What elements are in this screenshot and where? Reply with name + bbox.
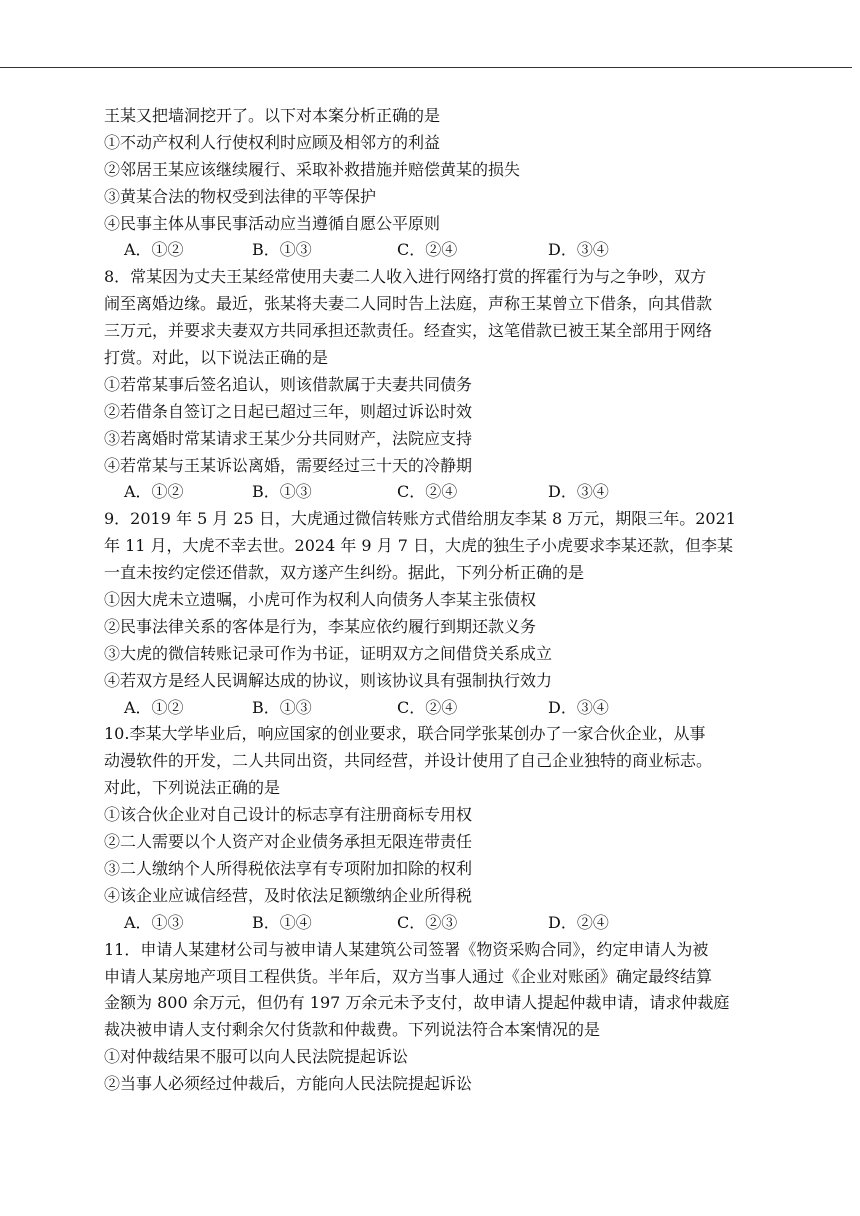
statement-2: ②二人需要以个人资产对企业债务承担无限连带责任: [104, 832, 473, 852]
statement-2: ②当事人必须经过仲裁后，方能向人民法院提起诉讼: [104, 1074, 473, 1094]
statement-1: ①不动产权利人行使权利时应顾及相邻方的利益: [104, 132, 441, 152]
option-d: D．②④: [548, 912, 609, 932]
option-b: B．①③: [252, 697, 312, 717]
option-d: D．③④: [548, 697, 609, 717]
answer-options: [104, 237, 824, 264]
question-stem-line: 11．申请人某建材公司与被申请人某建筑公司签署《物资采购合同》，约定申请人为被: [104, 939, 709, 959]
statement-2: ②邻居王某应该继续履行、采取补救措施并赔偿黄某的损失: [104, 159, 521, 179]
statement-4: ④若双方是经人民调解达成的协议，则该协议具有强制执行效力: [104, 670, 553, 690]
question-9: [104, 506, 824, 721]
option-c: C．②④: [397, 240, 458, 260]
option-a: A．①②: [124, 697, 184, 717]
statement-1: ①若常某事后签名追认，则该借款属于夫妻共同债务: [104, 374, 473, 394]
question-stem-line: 打赏。对此，以下说法正确的是: [104, 348, 329, 368]
option-d: D．③④: [548, 482, 609, 502]
statement-1: ①因大虎未立遗嘱，小虎可作为权利人向债务人李某主张债权: [104, 590, 537, 610]
answer-options: [104, 695, 824, 722]
statement-1: ①对仲裁结果不服可以向人民法院提起诉讼: [104, 1047, 409, 1067]
question-10: [104, 721, 824, 936]
statement-4: ④民事主体从事民事活动应当遵循自愿公平原则: [104, 213, 441, 233]
option-c: C．②④: [397, 482, 458, 502]
option-c: C．②④: [397, 697, 458, 717]
statement-1: ①该合伙企业对自己设计的标志享有注册商标专用权: [104, 805, 473, 825]
answer-options: [104, 479, 824, 506]
question-stem-line: 金额为 800 余万元，但仍有 197 万余元未予支付，故申请人提起仲裁申请，请求仲裁庭: [104, 993, 730, 1013]
option-a: A．①②: [124, 482, 184, 502]
header-rule: [0, 67, 852, 68]
statement-3: ③黄某合法的物权受到法律的平等保护: [104, 186, 377, 206]
statement-3: ③若离婚时常某请求王某少分共同财产，法院应支持: [104, 428, 473, 448]
statement-4: ④该企业应诚信经营，及时依法足额缴纳企业所得税: [104, 885, 473, 905]
option-a: A．①③: [124, 912, 184, 932]
question-stem-line: 裁决被申请人支付剩余欠付货款和仲裁费。下列说法符合本案情况的是: [104, 1020, 601, 1040]
question-7: [104, 103, 824, 264]
exam-page-content: [104, 103, 824, 1098]
question-stem-line: 闹至离婚边缘。最近，张某将夫妻二人同时告上法庭，声称王某曾立下借条，向其借款: [104, 294, 713, 314]
question-stem-line: 动漫软件的开发，二人共同出资，共同经营，并设计使用了自己企业独特的商业标志。: [104, 751, 713, 771]
question-stem-line: 王某又把墙洞挖开了。以下对本案分析正确的是: [104, 106, 441, 125]
answer-options: [104, 910, 824, 937]
option-b: B．①③: [252, 240, 312, 260]
statement-3: ③大虎的微信转账记录可作为书证，证明双方之间借贷关系成立: [104, 643, 553, 663]
option-d: D．③④: [548, 240, 609, 260]
option-c: C．②③: [397, 912, 458, 932]
statement-3: ③二人缴纳个人所得税依法享有专项附加扣除的权利: [104, 858, 473, 878]
statement-2: ②若借条自签订之日起已超过三年，则超过诉讼时效: [104, 401, 473, 421]
question-stem-line: 对此，下列说法正确的是: [104, 778, 281, 798]
question-stem-line: 三万元，并要求夫妻双方共同承担还款责任。经查实，这笔借款已被王某全部用于网络: [104, 321, 713, 341]
question-stem-line: 年 11 月，大虎不幸去世。2024 年 9 月 7 日，大虎的独生子小虎要求李某还款，但李某: [104, 536, 734, 556]
option-a: A．①②: [124, 240, 184, 260]
question-11: [104, 937, 824, 1098]
option-b: B．①④: [252, 912, 312, 932]
option-b: B．①③: [252, 482, 312, 502]
question-stem-line: 10.李某大学毕业后，响应国家的创业要求，联合同学张某创办了一家合伙企业，从事: [104, 724, 706, 744]
question-8: [104, 264, 824, 506]
statement-4: ④若常某与王某诉讼离婚，需要经过三十天的冷静期: [104, 455, 473, 475]
question-stem-line: 8．常某因为丈夫王某经常使用夫妻二人收入进行网络打赏的挥霍行为与之争吵，双方: [104, 267, 707, 287]
question-stem-line: 申请人某房地产项目工程供货。半年后，双方当事人通过《企业对账函》确定最终结算: [104, 966, 713, 986]
question-stem-line: 一直未按约定偿还借款，双方遂产生纠纷。据此，下列分析正确的是: [104, 563, 585, 583]
question-stem-line: 9．2019 年 5 月 25 日，大虎通过微信转账方式借给朋友李某 8 万元，期限三年。2021: [104, 509, 736, 529]
statement-2: ②民事法律关系的客体是行为，李某应依约履行到期还款义务: [104, 616, 537, 636]
